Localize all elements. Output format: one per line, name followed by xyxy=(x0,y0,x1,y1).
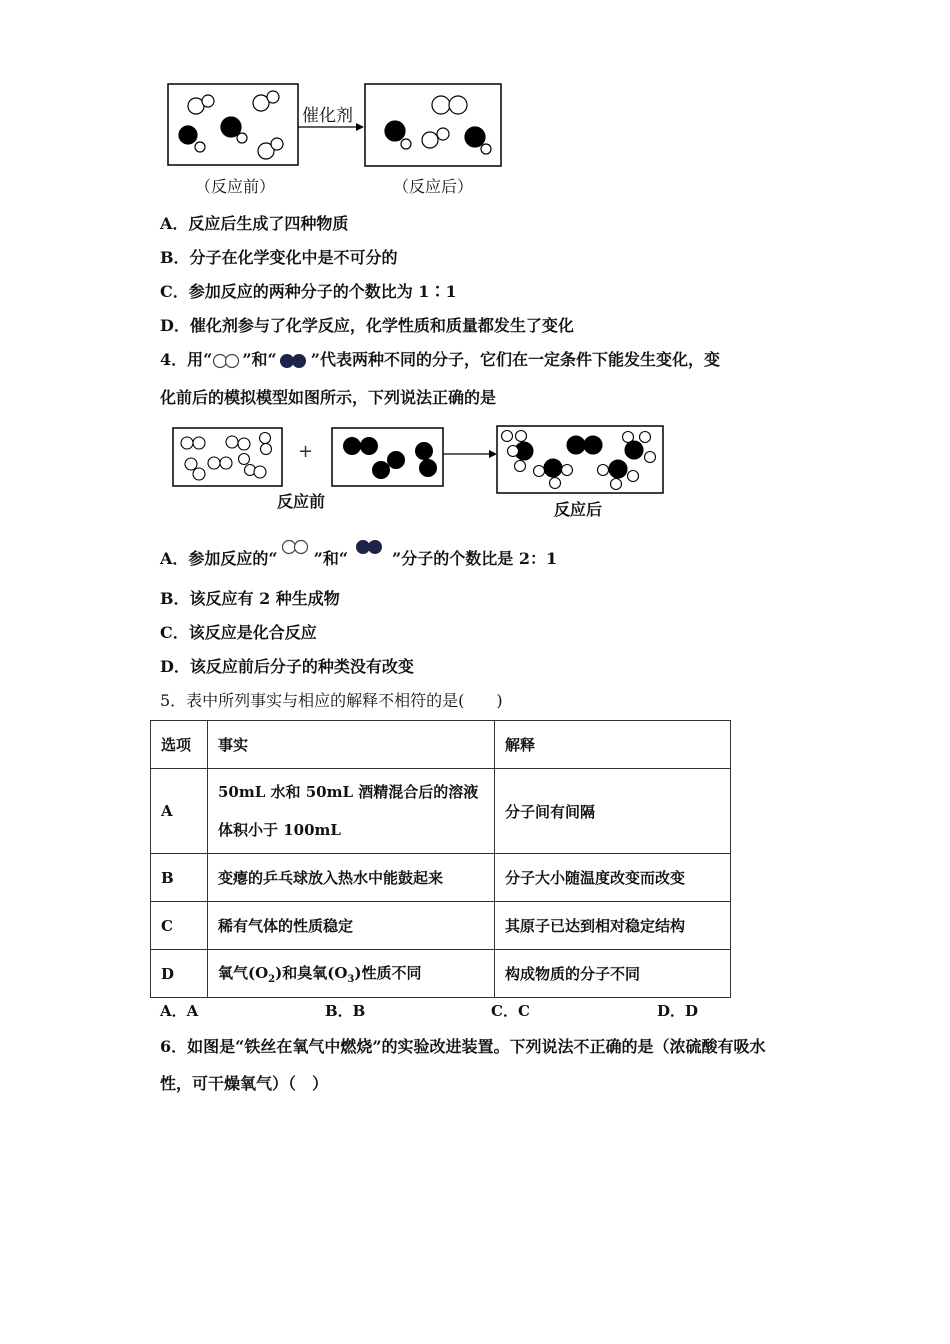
q4-after-caption: 反应后 xyxy=(554,500,603,519)
reaction-diagram-2 xyxy=(0,0,950,520)
q5-answer-b: B．B xyxy=(325,1002,366,1020)
q4-option-c: C．该反应是化合反应 xyxy=(160,623,317,642)
q3-option-a: A．反应后生成了四种物质 xyxy=(160,214,349,233)
table-row xyxy=(151,769,731,854)
row-explanation: 分子间有间隔 xyxy=(495,769,731,854)
before-caption: （反应前） xyxy=(195,177,276,196)
header-explanation: 解释 xyxy=(495,721,731,769)
facts-table xyxy=(150,720,731,998)
row-option: B xyxy=(151,854,208,902)
white-molecule-icon xyxy=(278,539,314,569)
q5-answer-d: D．D xyxy=(657,1002,699,1020)
q4-option-a: A．参加反应的“ ”和“ ”分子的个数比是 2：1 xyxy=(160,539,557,569)
q5-stem: 5．表中所列事实与相应的解释不相符的是( ) xyxy=(160,691,503,710)
q3-option-d: D．催化剂参与了化学反应，化学性质和质量都发生了变化 xyxy=(160,316,574,335)
row-fact: 稀有气体的性质稳定 xyxy=(208,902,495,950)
header-fact: 事实 xyxy=(208,721,495,769)
catalyst-label: 催化剂 xyxy=(302,106,353,126)
q4-before-caption: 反应前 xyxy=(277,492,326,511)
row-fact: 50mL 水和 50mL 酒精混合后的溶液 体积小于 100mL xyxy=(208,769,495,854)
q5-answer-a: A．A xyxy=(160,1002,199,1020)
row-fact: 变瘪的乒乓球放入热水中能鼓起来 xyxy=(208,854,495,902)
row-explanation: 构成物质的分子不同 xyxy=(495,950,731,998)
table-row xyxy=(151,950,731,998)
q4-option-d: D．该反应前后分子的种类没有改变 xyxy=(160,657,414,676)
table-row xyxy=(151,902,731,950)
row-explanation: 其原子已达到相对稳定结构 xyxy=(495,902,731,950)
after-caption: （反应后） xyxy=(393,177,474,196)
header-option: 选项 xyxy=(151,721,208,769)
q4-option-b: B．该反应有 2 种生成物 xyxy=(160,589,340,608)
row-option: C xyxy=(151,902,208,950)
table-header-row xyxy=(151,721,731,769)
q4-stem-line2: 化前后的模拟模型如图所示，下列说法正确的是 xyxy=(160,388,497,407)
dark-molecule-icon xyxy=(348,539,392,569)
plus-sign: + xyxy=(298,441,314,462)
q6-stem-line1: 6．如图是“铁丝在氧气中燃烧”的实验改进装置。下列说法不正确的是（浓硫酸有吸水 xyxy=(160,1037,766,1056)
q4-stem-line1: 4．用“ ”和“ ”代表两种不同的分子，它们在一定条件下能发生变化，变 xyxy=(160,350,720,369)
q6-stem-line2: 性，可干燥氧气）（ ） xyxy=(160,1074,329,1093)
row-option: A xyxy=(151,769,208,854)
row-explanation: 分子大小随温度改变而改变 xyxy=(495,854,731,902)
q3-option-c: C．参加反应的两种分子的个数比为 1∶1 xyxy=(160,282,457,301)
row-fact: 氧气$(O_2)$和臭氧$(O_3)$性质不同 xyxy=(208,950,495,998)
q3-option-b: B．分子在化学变化中是不可分的 xyxy=(160,248,398,267)
row-option: D xyxy=(151,950,208,998)
q5-answer-c: C．C xyxy=(491,1002,530,1020)
table-row xyxy=(151,854,731,902)
